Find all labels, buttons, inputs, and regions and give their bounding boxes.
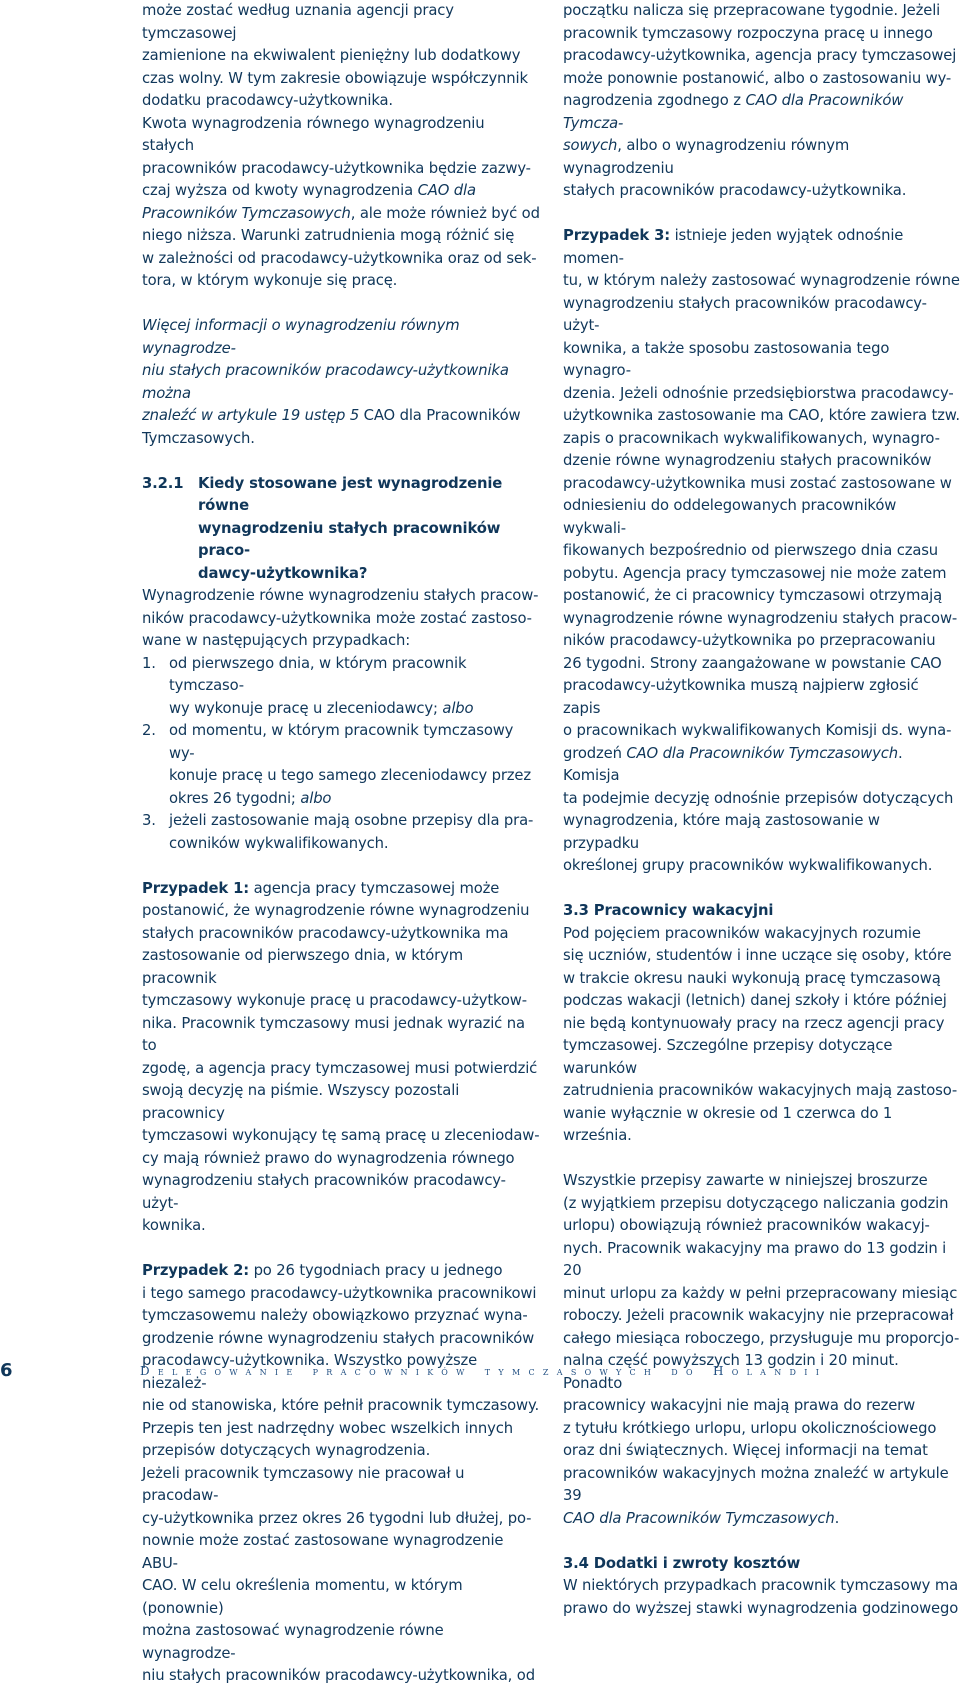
text-line	[563, 855, 960, 878]
text-line	[142, 1328, 540, 1351]
text-run: kownika.	[142, 1217, 206, 1234]
text-line	[563, 585, 960, 608]
text-run: tu, w którym należy zastosować wynagrodzenie równe	[563, 272, 960, 289]
text-run: wynagrodzenia, które mają zastosowanie w przypadku	[563, 812, 880, 852]
text-line	[563, 1575, 960, 1598]
text-line	[563, 473, 960, 496]
text-line	[142, 203, 540, 226]
text-run: dzenie równe wynagrodzeniu stałych pracowników	[563, 452, 932, 469]
text-line	[142, 428, 540, 451]
text-line	[563, 1395, 960, 1418]
section-heading	[563, 1553, 960, 1576]
text-run: istnieje jeden wyjątek odnośnie momen-	[563, 227, 904, 267]
text-line	[142, 1665, 540, 1688]
text-line	[563, 1598, 960, 1621]
text-run: zgodę, a agencja pracy tymczasowej musi potwierdzić	[142, 1059, 538, 1077]
list-item	[142, 720, 540, 810]
text-run: w zależności od pracodawcy-użytkownika oraz od sek-	[142, 249, 537, 267]
text-line	[142, 1530, 540, 1575]
text-run: ta podejmie decyzję odnośnie przepisów dotyczących	[563, 789, 954, 807]
text-run: pobytu. Agencja pracy tymczasowej nie może zatem	[563, 564, 947, 582]
italic-text: albo	[442, 699, 474, 717]
text-run: tymczasowy wykonuje pracę u pracodawcy-użytkow-	[142, 992, 527, 1009]
italic-text: Więcej informacji o wynagrodzeniu równym wynagrodze-	[142, 317, 460, 357]
text-line	[563, 1440, 960, 1463]
text-run: Przepis ten jest nadrzędny wobec wszelkich innych	[142, 1419, 513, 1437]
text-line	[563, 23, 960, 46]
text-run: zapis o pracownikach wykwalifikowanych, wynagro-	[563, 429, 940, 447]
paragraph-gap	[563, 203, 960, 226]
text-run: .	[834, 1509, 840, 1527]
text-run: swoją decyzję na piśmie. Wszyscy pozostali pracownicy	[142, 1082, 460, 1122]
text-run: z tytułu krótkiego urlopu, urlopu okolicznościowego	[563, 1419, 937, 1437]
text-line	[142, 1215, 540, 1238]
text-run: może ponownie postanowić, albo o zastosowaniu wy-	[563, 69, 952, 87]
text-line	[142, 990, 540, 1013]
italic-text: Pracowników Tymczasowych	[142, 204, 351, 222]
text-run: nownie może zostać zastosowane wynagrodzenie ABU-	[142, 1532, 504, 1572]
italic-text: CAO dla	[417, 182, 476, 199]
italic-text: albo	[300, 789, 332, 807]
text-run: podczas wakacji (letnich) danej szkoły i które później	[563, 992, 947, 1009]
text-run: Wynagrodzenie równe wynagrodzeniu stałych pracow-	[142, 587, 539, 604]
text-line	[563, 1013, 960, 1036]
text-line	[142, 585, 540, 608]
list-line	[169, 765, 540, 788]
text-run: fikowanych bezpośrednio od pierwszego dnia czasu	[563, 542, 939, 559]
text-run: oraz dni świątecznych. Więcej informacji na temat	[563, 1442, 928, 1459]
italic-text: CAO dla Pracowników Tymcza-	[563, 92, 904, 132]
text-line	[142, 360, 540, 405]
page-footer	[0, 1360, 960, 1393]
list-number: 3.	[142, 812, 156, 829]
text-run: w trakcie okresu nauki wykonują pracę tymczasową	[563, 969, 941, 987]
text-line	[563, 338, 960, 383]
text-run: tymczasowej. Szczególne przepisy dotyczące warunków	[563, 1037, 893, 1077]
text-line	[563, 720, 960, 743]
section-number: 3.2.1	[142, 474, 184, 492]
bold-label: 3.4 Dodatki i zwroty kosztów	[563, 1554, 801, 1572]
list-line: od pierwszego dnia, w którym pracownik tymczaso-	[169, 654, 467, 694]
text-run: zamienione na ekwiwalent pieniężny lub dodatkowy	[142, 47, 521, 64]
text-line	[563, 0, 960, 23]
paragraph-gap	[563, 1530, 960, 1553]
text-line	[142, 608, 540, 631]
text-run: tymczasowi wykonujący tę samą pracę u zleceniodaw-	[142, 1127, 540, 1144]
text-run: urlopu) obowiązują również pracowników wakacyj-	[563, 1217, 930, 1234]
text-line	[563, 540, 960, 563]
text-run: o pracownikach wykwalifikowanych Komisji ds. wyna-	[563, 722, 952, 739]
text-run: nalna część powyższych 13 godzin i 20 minut. Ponadto	[563, 1352, 899, 1392]
text-line	[142, 1620, 540, 1665]
text-run: nych. Pracownik wakacyjny ma prawo do 13 godzin i 20	[563, 1239, 947, 1279]
italic-text: CAO dla Pracowników Tymczasowych	[626, 744, 898, 762]
text-line	[142, 1305, 540, 1328]
text-line	[142, 45, 540, 68]
text-line	[563, 405, 960, 428]
text-line	[142, 1508, 540, 1531]
list-line: od momentu, w którym pracownik tymczasowy wy-	[169, 722, 514, 762]
text-run: prawo do wyższej stawki wynagrodzenia godzinowego	[563, 1599, 959, 1617]
text-run: , ale może również być od	[350, 204, 540, 222]
text-line	[563, 743, 960, 788]
text-run: można zastosować wynagrodzenie równe wynagrodze-	[142, 1622, 444, 1662]
list-line	[169, 788, 540, 811]
italic-text: sowych	[563, 137, 618, 154]
text-line	[142, 1125, 540, 1148]
paragraph-gap	[563, 1148, 960, 1171]
text-line	[563, 225, 960, 270]
text-run: Kwota wynagrodzenia równego wynagrodzeniu stałych	[142, 114, 485, 154]
text-run: grodzeń	[563, 744, 627, 762]
text-run: (z wyjątkiem przepisu dotyczącego naliczania godzin	[563, 1194, 949, 1212]
text-line	[142, 1148, 540, 1171]
section-heading	[142, 473, 540, 586]
heading-line: dawcy-użytkownika?	[198, 564, 368, 582]
running-title: Delegowanie pracowników tymczasowych do Holandii	[140, 1364, 828, 1378]
text-run: niu stałych pracowników pracodawcy-użytkownika, od	[142, 1667, 535, 1684]
text-line	[142, 900, 540, 923]
text-run: pracodawcy-użytkownika muszą najpierw zgłosić zapis	[563, 677, 919, 717]
text-line	[563, 90, 960, 135]
bold-label: Przypadek 1:	[142, 879, 250, 897]
text-line	[563, 450, 960, 473]
text-line	[563, 1305, 960, 1328]
text-line	[563, 675, 960, 720]
text-run: zatrudnienia pracowników wakacyjnych mają zastoso-	[563, 1082, 958, 1099]
text-line	[563, 495, 960, 540]
text-run: wane w następujących przypadkach:	[142, 632, 411, 649]
paragraph-gap	[142, 450, 540, 473]
text-line	[563, 945, 960, 968]
text-run: wy wykonuje pracę u zleceniodawcy;	[169, 699, 443, 717]
text-line	[563, 810, 960, 855]
text-run: okres 26 tygodni;	[169, 789, 301, 807]
text-line	[563, 293, 960, 338]
list-line	[169, 833, 540, 856]
text-run: dzenia. Jeżeli odnośnie przedsiębiorstwa pracodawcy-	[563, 384, 954, 402]
text-line	[563, 1508, 960, 1531]
text-run: i tego samego pracodawcy-użytkownika pracownikowi	[142, 1284, 537, 1302]
text-line	[142, 1058, 540, 1081]
list-line: jeżeli zastosowanie mają osobne przepisy dla pra-	[169, 812, 534, 829]
text-line	[142, 1440, 540, 1463]
text-run: pracodawcy-użytkownika. Wszystko powyższe niezależ-	[142, 1352, 478, 1392]
text-run: odniesieniu do oddelegowanych pracowników wykwali-	[563, 497, 897, 537]
text-line	[142, 158, 540, 181]
text-line	[563, 180, 960, 203]
text-run: tymczasowemu należy obowiązkowo przyznać wyna-	[142, 1307, 528, 1324]
text-run: pracodawcy-użytkownika musi zostać zastosowane w	[563, 474, 952, 492]
text-run: ników pracodawcy-użytkownika po przepracowaniu	[563, 632, 936, 649]
text-line	[563, 1328, 960, 1351]
text-run: nie od stanowiska, które pełnił pracownik tymczasowy.	[142, 1397, 540, 1414]
text-run: wanie wyłącznie w okresie od 1 czerwca do 1 września.	[563, 1104, 893, 1144]
text-line	[563, 630, 960, 653]
text-run: użytkownika zastosowanie ma CAO, które zawiera tzw.	[563, 407, 960, 424]
text-line	[563, 1170, 960, 1193]
text-line	[563, 1103, 960, 1148]
text-line	[563, 383, 960, 406]
text-run: minut urlopu za każdy w pełni przepracowany miesiąc	[563, 1284, 958, 1302]
text-run: tora, w którym wykonuje się pracę.	[142, 272, 398, 289]
text-line	[142, 630, 540, 653]
text-line	[563, 428, 960, 451]
text-run: roboczy. Jeżeli pracownik wakacyjny nie przepracował	[563, 1307, 954, 1324]
paragraph-gap	[142, 293, 540, 316]
text-run: agencja pracy tymczasowej może	[249, 879, 500, 897]
paragraph-gap	[563, 878, 960, 901]
text-line	[563, 788, 960, 811]
text-run: wynagrodzeniu stałych pracowników pracodawcy-użyt-	[563, 294, 927, 334]
list-item	[142, 653, 540, 721]
paragraph-gap	[142, 855, 540, 878]
text-line	[563, 608, 960, 631]
text-run: cy mają również prawo do wynagrodzenia równego	[142, 1149, 515, 1167]
text-line	[563, 1080, 960, 1103]
text-run: . Komisja	[563, 744, 903, 784]
text-run: pracownicy wakacyjni nie mają prawa do rezerw	[563, 1397, 916, 1414]
text-line	[563, 1035, 960, 1080]
text-line	[142, 1283, 540, 1306]
text-line	[142, 113, 540, 158]
italic-text: znaleźć w artykule 19 ustęp 5	[142, 407, 360, 424]
text-run: czas wolny. W tym zakresie obowiązuje współczynnik	[142, 69, 528, 87]
text-line	[563, 653, 960, 676]
text-line	[142, 945, 540, 990]
text-run: postanowić, że ci pracownicy tymczasowi otrzymają	[563, 587, 943, 604]
text-run: określonej grupy pracowników wykwalifikowanych.	[563, 857, 933, 874]
text-run: kownika, a także sposobu zastosowania tego wynagro-	[563, 339, 890, 379]
text-run: W niektórych przypadkach pracownik tymczasowy ma	[563, 1577, 958, 1594]
text-run: czaj wyższa od kwoty wynagrodzenia	[142, 182, 418, 199]
text-run: wynagrodzeniu stałych pracowników pracodawcy-użyt-	[142, 1172, 506, 1212]
text-run: Pod pojęciem pracowników wakacyjnych rozumie	[563, 924, 921, 942]
text-line	[563, 135, 960, 180]
text-line	[142, 270, 540, 293]
text-line	[563, 1283, 960, 1306]
text-run: grodzenie równe wynagrodzeniu stałych pracowników	[142, 1329, 535, 1347]
text-run: stałych pracowników pracodawcy-użytkownika ma	[142, 924, 509, 942]
text-run: konuje pracę u tego samego zleceniodawcy przez	[169, 767, 531, 784]
text-line	[563, 990, 960, 1013]
text-line	[142, 1080, 540, 1125]
text-run: po 26 tygodniach pracy u jednego	[249, 1262, 503, 1279]
text-line	[142, 923, 540, 946]
text-line	[563, 1215, 960, 1238]
text-run: stałych pracowników pracodawcy-użytkownika.	[563, 182, 907, 199]
text-line	[142, 248, 540, 271]
text-run: CAO dla Pracowników	[359, 407, 521, 424]
list-number: 1.	[142, 654, 156, 672]
text-line	[142, 1170, 540, 1215]
text-run: Tymczasowych.	[142, 429, 255, 447]
text-line	[563, 1463, 960, 1508]
list-line	[169, 698, 540, 721]
text-line	[142, 0, 540, 45]
text-line	[142, 405, 540, 428]
text-run: cowników wykwalifikowanych.	[169, 834, 389, 852]
text-run: się uczniów, studentów i inne uczące się osoby, które	[563, 947, 952, 964]
text-run: CAO. W celu określenia momentu, w którym (ponownie)	[142, 1577, 463, 1617]
text-line	[142, 1395, 540, 1418]
bold-label: Przypadek 2:	[142, 1262, 250, 1279]
text-run: niego niższa. Warunki zatrudnienia mogą różnić się	[142, 227, 515, 244]
text-run: 26 tygodni. Strony zaangażowane w powstanie CAO	[563, 654, 942, 672]
text-line	[142, 90, 540, 113]
text-run: wynagrodzenie równe wynagrodzeniu stałych pracow-	[563, 609, 958, 627]
text-line	[142, 1418, 540, 1441]
text-line	[142, 225, 540, 248]
text-line	[563, 923, 960, 946]
text-run: nie będą kontynuowały pracy na rzecz agencji pracy	[563, 1014, 945, 1032]
text-line	[142, 315, 540, 360]
text-run: pracowników wakacyjnych można znaleźć w artykule 39	[563, 1464, 949, 1504]
text-run: całego miesiąca roboczego, przysługuje mu proporcjo-	[563, 1329, 960, 1347]
list-item	[142, 810, 540, 855]
text-run: zastosowanie od pierwszego dnia, w którym pracownik	[142, 947, 463, 987]
text-line	[142, 1260, 540, 1283]
text-run: pracowników pracodawcy-użytkownika będzie zazwy-	[142, 159, 531, 177]
text-line	[142, 68, 540, 91]
text-line	[563, 1193, 960, 1216]
text-line	[563, 1418, 960, 1441]
text-line	[563, 968, 960, 991]
heading-line: Kiedy stosowane jest wynagrodzenie równe	[198, 474, 503, 514]
text-run: dodatku pracodawcy-użytkownika.	[142, 92, 393, 109]
text-line	[563, 68, 960, 91]
text-run: ników pracodawcy-użytkownika może zostać zastoso-	[142, 609, 532, 627]
text-line	[142, 1013, 540, 1058]
text-run: postanowić, że wynagrodzenie równe wynagrodzeniu	[142, 902, 530, 919]
text-line	[142, 878, 540, 901]
italic-text: CAO dla Pracowników Tymczasowych	[563, 1509, 835, 1527]
left-column	[142, 0, 540, 1688]
text-line	[142, 180, 540, 203]
text-run: Wszystkie przepisy zawarte w niniejszej broszurze	[563, 1172, 928, 1189]
section-heading	[563, 900, 960, 923]
text-run: nagrodzenia zgodnego z	[563, 92, 746, 109]
text-line	[142, 1575, 540, 1620]
text-run: przepisów dotyczących wynagrodzenia.	[142, 1442, 431, 1459]
bold-label: Przypadek 3:	[563, 227, 671, 244]
text-line	[563, 45, 960, 68]
italic-text: niu stałych pracowników pracodawcy-użytkownika można	[142, 362, 509, 402]
list-number: 2.	[142, 722, 156, 739]
text-run: pracownik tymczasowy rozpoczyna pracę u innego	[563, 24, 933, 42]
text-run: cy-użytkownika przez okres 26 tygodni lub dłużej, po-	[142, 1509, 532, 1527]
page-number: 6	[0, 1360, 13, 1381]
text-run: pracodawcy-użytkownika, agencja pracy tymczasowej	[563, 47, 957, 64]
text-line	[563, 1238, 960, 1283]
paragraph-gap	[142, 1238, 540, 1261]
heading-line: wynagrodzeniu stałych pracowników praco-	[198, 519, 501, 559]
text-run: może zostać według uznania agencji pracy tymczasowej	[142, 2, 454, 42]
text-line	[563, 270, 960, 293]
bold-label: 3.3 Pracownicy wakacyjni	[563, 902, 774, 919]
text-line	[142, 1463, 540, 1508]
text-run: Jeżeli pracownik tymczasowy nie pracował u pracodaw-	[142, 1464, 465, 1504]
text-run: nika. Pracownik tymczasowy musi jednak wyrazić na to	[142, 1014, 525, 1054]
text-run: , albo o wynagrodzeniu równym wynagrodzeniu	[563, 137, 850, 177]
text-line	[563, 563, 960, 586]
text-run: początku nalicza się przepracowane tygodnie. Jeżeli	[563, 2, 941, 19]
